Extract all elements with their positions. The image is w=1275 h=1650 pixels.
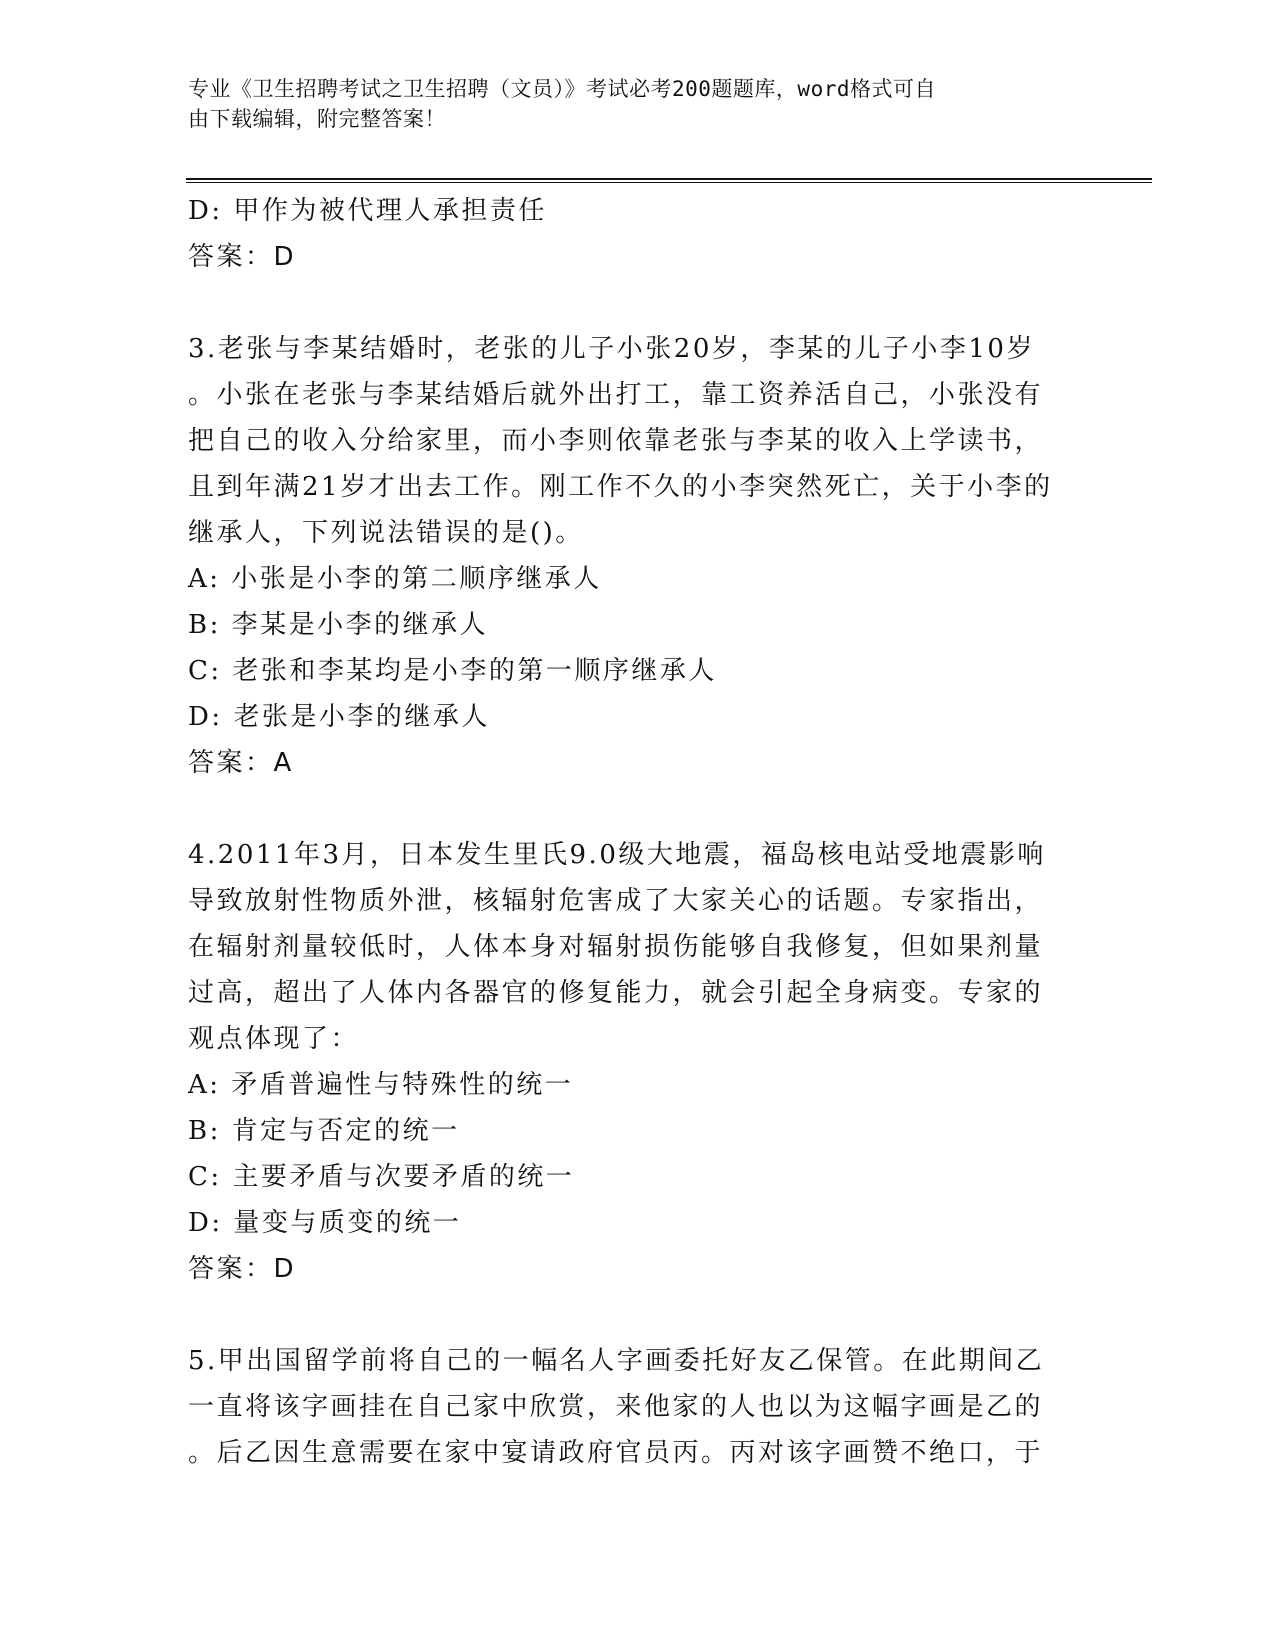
question-stem-line: 一直将该字画挂在自己家中欣赏，来他家的人也以为这幅字画是乙的	[188, 1392, 1044, 1422]
answer: 答案：D	[188, 242, 297, 272]
document-header	[188, 74, 1068, 134]
header-divider-thin	[186, 182, 1152, 183]
option-d: D: 量变与质变的统一	[188, 1208, 462, 1238]
question-stem-line: 过高，超出了人体内各器官的修复能力，就会引起全身病变。专家的	[188, 978, 1044, 1008]
question-stem-line: 继承人，下列说法错误的是()。	[188, 518, 584, 548]
question-3	[188, 326, 1088, 786]
spacer	[188, 280, 1088, 326]
header-line-2: 由下载编辑，附完整答案！	[188, 107, 446, 131]
option-d: D: 老张是小李的继承人	[188, 702, 490, 732]
option-c: C: 老张和李某均是小李的第一顺序继承人	[188, 656, 717, 686]
question-content	[188, 188, 1088, 1476]
option-b: B: 肯定与否定的统一	[188, 1116, 460, 1146]
option-b: B: 李某是小李的继承人	[188, 610, 489, 640]
question-stem-line: 4.2011年3月，日本发生里氏9.0级大地震，福岛核电站受地震影响	[188, 840, 1046, 870]
option-d: D: 甲作为被代理人承担责任	[188, 196, 547, 226]
option-a: A: 小张是小李的第二顺序继承人	[188, 564, 602, 594]
option-a: A: 矛盾普遍性与特殊性的统一	[188, 1070, 574, 1100]
question-stem-line: 把自己的收入分给家里，而小李则依靠老张与李某的收入上学读书，	[188, 426, 1044, 456]
question-stem-line: 。后乙因生意需要在家中宴请政府官员丙。丙对该字画赞不绝口，于	[188, 1438, 1044, 1468]
spacer	[188, 786, 1088, 832]
question-stem-line: 。小张在老张与李某结婚后就外出打工，靠工资养活自己，小张没有	[188, 380, 1044, 410]
question-4	[188, 832, 1088, 1292]
answer: 答案：A	[188, 748, 294, 778]
question-5	[188, 1338, 1088, 1476]
question-stem-line: 导致放射性物质外泄，核辐射危害成了大家关心的话题。专家指出，	[188, 886, 1044, 916]
spacer	[188, 1292, 1088, 1338]
question-stem-line: 5.甲出国留学前将自己的一幅名人字画委托好友乙保管。在此期间乙	[188, 1346, 1045, 1376]
header-line-1: 专业《卫生招聘考试之卫生招聘（文员）》考试必考200题题库，word格式可自	[188, 77, 936, 101]
question-stem-line: 且到年满21岁才出去工作。刚工作不久的小李突然死亡，关于小李的	[188, 472, 1053, 502]
question-stem-line: 观点体现了：	[188, 1024, 360, 1054]
question-stem-line: 3.老张与李某结婚时，老张的儿子小张20岁，李某的儿子小李10岁	[188, 334, 1035, 364]
option-c: C: 主要矛盾与次要矛盾的统一	[188, 1162, 575, 1192]
header-divider-thick	[186, 178, 1152, 180]
question-2-tail	[188, 188, 1088, 280]
answer: 答案：D	[188, 1254, 297, 1284]
question-stem-line: 在辐射剂量较低时，人体本身对辐射损伤能够自我修复，但如果剂量	[188, 932, 1044, 962]
